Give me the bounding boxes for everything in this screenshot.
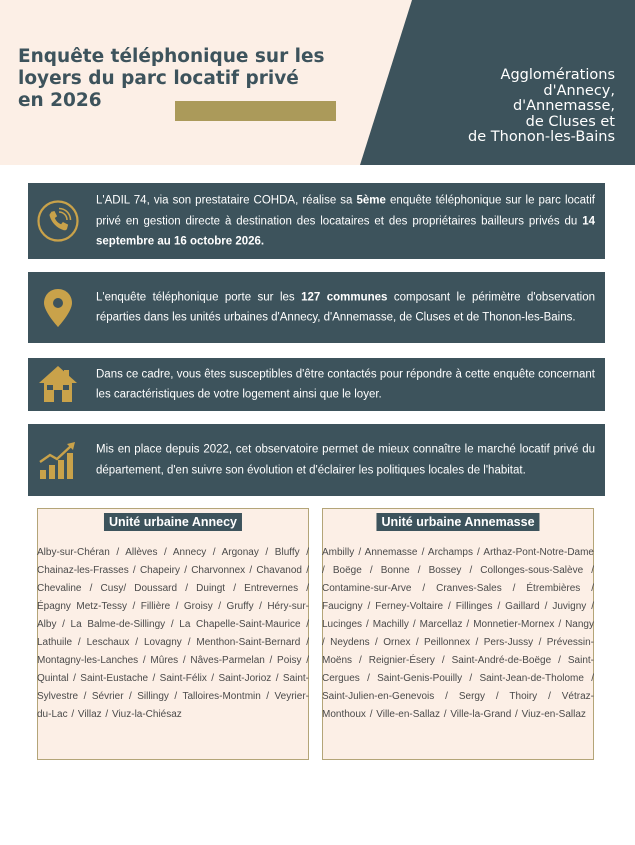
phone-icon — [36, 199, 80, 243]
title-accent-bar — [175, 101, 336, 121]
regions-line-4: de Cluses et — [525, 113, 615, 130]
regions-line-3: d'Annemasse, — [512, 98, 615, 114]
annemasse-title: Unité urbaine Annemasse — [376, 513, 539, 531]
info-box-contact-text: Dans ce cadre, vous êtes susceptibles d'être contactés pour répondre à cette enquête concernant les caractéristiques de votre logement ainsi que le loyer. — [96, 368, 595, 401]
survey-text-2: enquête téléphonique sur le parc locatif privé en gestion directe à destination des locataires et des propriétaires bailleurs privés du — [96, 194, 595, 227]
survey-text-1: L'ADIL 74, via son prestataire COHDA, réalise sa — [96, 194, 357, 207]
annemasse-panel — [322, 508, 594, 760]
annecy-title: Unité urbaine Annecy — [104, 513, 242, 531]
annecy-panel — [37, 508, 309, 760]
info-box-communes — [28, 272, 605, 343]
annemasse-communes-list: Ambilly / Annemasse / Archamps / Arthaz-Pont-Notre-Dame / Boëge / Bonne / Bossey / Collonges-sous-Salève / Contamine-sur-Arve / Cranves-Sales / Étrembières / Faucigny / Ferney-Voltaire / Fillinges / Gaillard / Juvigny / Lucinges / Machilly / Marcellaz / Monnetier-Mornex / Nangy / Neydens / Ornex / Peillonnex / Pers-Jussy / Prévessin-Moëns / Reignier-Ésery / Saint-André-de-Boëge / Saint-Cergues / Saint-Genis-Pouilly / Saint-Jean-de-Tholome / Saint-Julien-en-Genevois / Sergy / Thoiry / Vétraz-Monthoux / Ville-en-Sallaz / Ville-la-Grand / Viuz-en-Sallaz — [322, 547, 594, 720]
info-box-observatory-text: Mis en place depuis 2022, cet observatoire permet de mieux connaître le marché locatif privé du département, d'en suivre son évolution et d'éclairer les politiques locales de l'habitat. — [96, 443, 595, 476]
regions-line-2: d'Annecy, — [543, 82, 615, 99]
survey-edition: 5ème — [356, 194, 386, 207]
info-box-survey-text — [96, 190, 595, 252]
survey-dates: 14 septembre au 16 octobre 2026. — [96, 214, 595, 248]
title-line-1: Enquête téléphonique sur les — [18, 46, 325, 67]
map-pin-icon — [36, 286, 80, 330]
regions-line-1: Agglomérations — [500, 67, 615, 83]
regions-heading — [385, 68, 615, 146]
regions-line-5: de Thonon-les-Bains — [468, 129, 615, 145]
house-icon — [36, 363, 80, 407]
communes-text-2: composant le périmètre d'observation réparties dans les unités urbaines d'Annecy, d'Annemasse, de Cluses et de Thonon-les-Bains. — [96, 291, 595, 324]
growth-chart-icon — [36, 438, 80, 482]
annecy-communes-list: Alby-sur-Chéran / Allèves / Annecy / Argonay / Bluffy / Chainaz-les-Frasses / Chapeiry / Charvonnex / Chavanod / Chevaline / Cusy/ Doussard / Duingt / Entrevernes / Épagny Metz-Tessy / Fillière / Groisy / Gruffy / Héry-sur-Alby / La Balme-de-Sillingy / La Chapelle-Saint-Maurice / Lathuile / Leschaux / Lovagny / Menthon-Saint-Bernard / Montagny-les-Lanches / Mûres / Nâves-Parmelan / Poisy / Quintal / Saint-Eustache / Saint-Félix / Saint-Jorioz / Saint-Sylvestre / Sévrier / Sillingy / Talloires-Montmin / Veyrier-du-Lac / Villaz / Viuz-la-Chiésaz — [37, 547, 309, 720]
info-box-survey — [28, 183, 605, 259]
info-box-communes-text — [96, 287, 595, 328]
communes-text-1: L'enquête téléphonique porte sur les — [96, 291, 302, 303]
info-box-observatory — [28, 424, 605, 496]
info-box-contact — [28, 358, 605, 411]
communes-count: 127 communes — [301, 291, 388, 303]
title-line-3: en 2026 — [18, 90, 102, 111]
title-line-2: loyers du parc locatif privé — [18, 68, 299, 89]
